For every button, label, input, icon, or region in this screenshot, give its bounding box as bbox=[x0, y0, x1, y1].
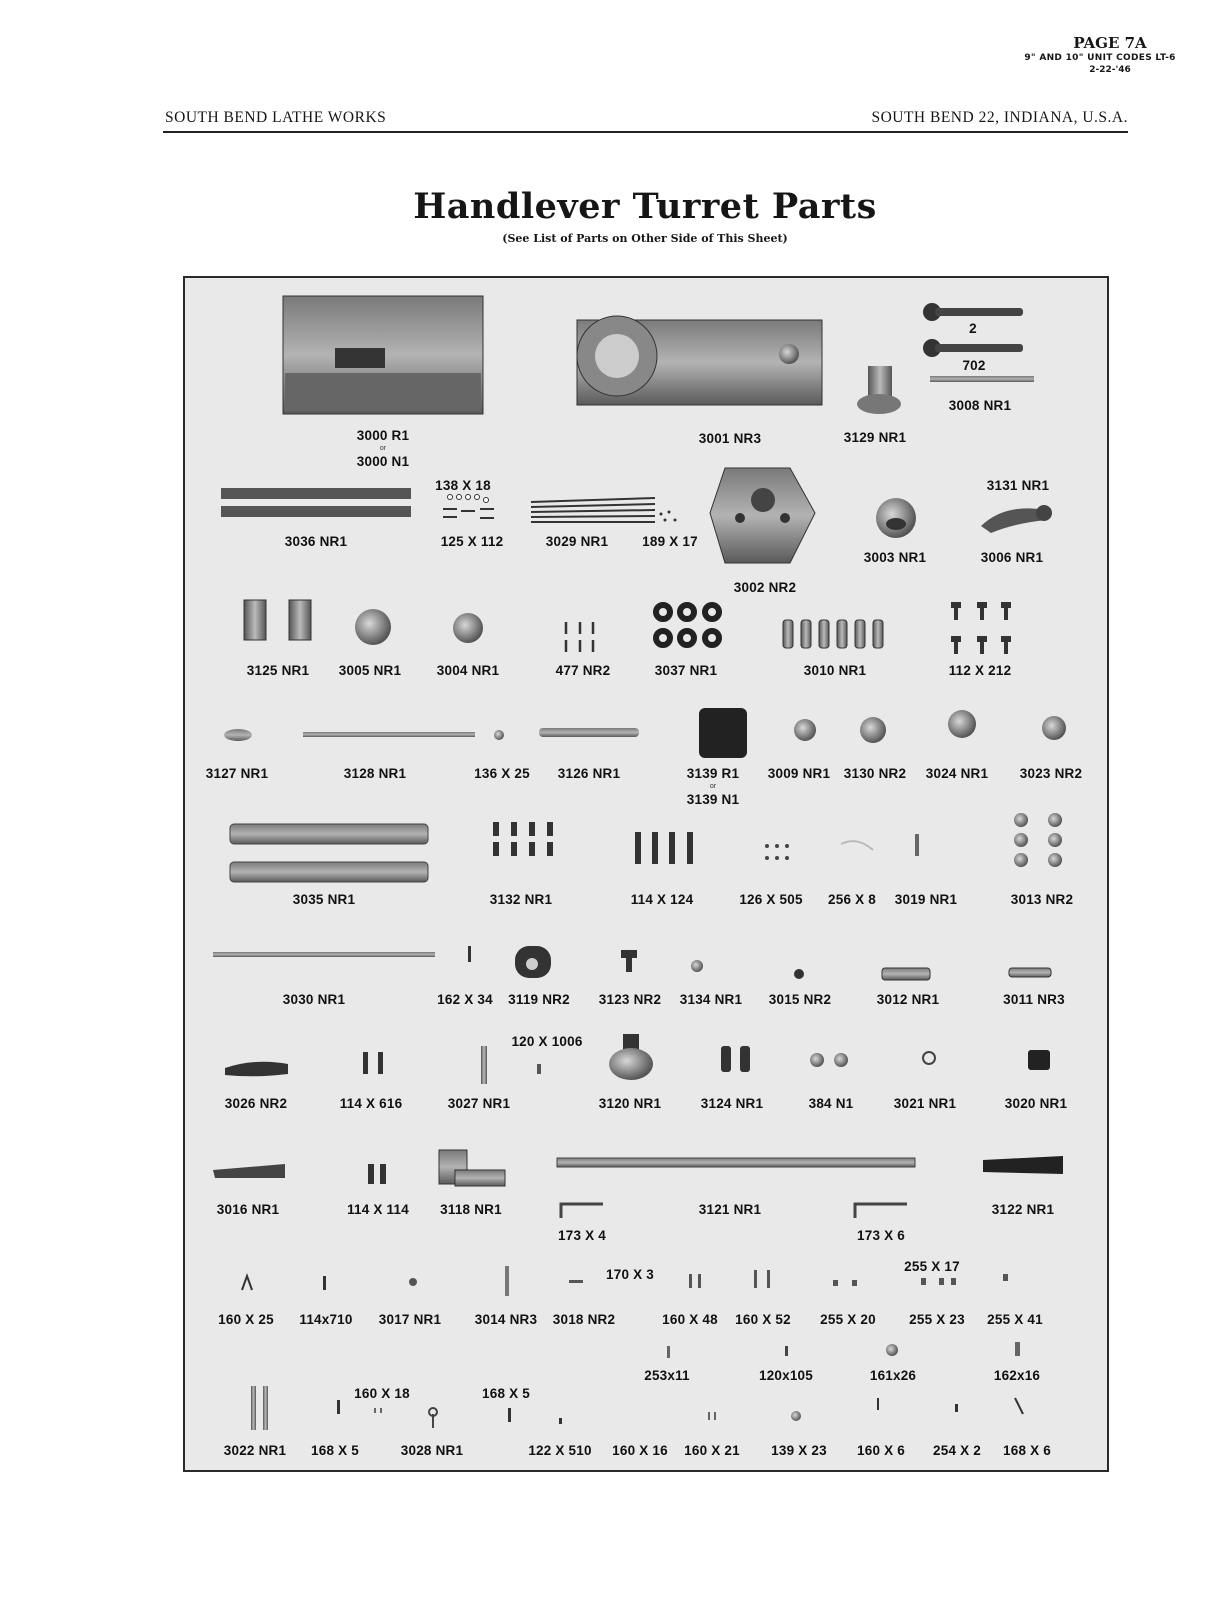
part-number-label: 3003 NR1 bbox=[863, 550, 927, 565]
part-number-label: 3019 NR1 bbox=[894, 892, 958, 907]
part-3024-gear bbox=[948, 710, 976, 738]
part-number-label: 3017 NR1 bbox=[378, 1312, 442, 1327]
part-number-label: 160 X 52 bbox=[735, 1312, 791, 1327]
part-3126-pin bbox=[539, 728, 639, 737]
part-number-label: 114 X 114 bbox=[347, 1202, 409, 1217]
part-number-label: 3029 NR1 bbox=[545, 534, 609, 549]
part-3123-bolt bbox=[621, 950, 637, 972]
part-3006-handle bbox=[981, 505, 1052, 533]
part-number-label: 160 X 6 bbox=[857, 1443, 905, 1458]
part-3037-rings bbox=[656, 605, 719, 645]
parts-illustration bbox=[185, 278, 1107, 1470]
part-255x20-screws bbox=[833, 1280, 857, 1286]
part-number-label: 168 X 5 bbox=[482, 1386, 530, 1401]
company-name: SOUTH BEND LATHE WORKS bbox=[165, 109, 387, 126]
part-number-or: or bbox=[709, 783, 717, 790]
part-number-label: 702 bbox=[962, 358, 986, 373]
part-number-label: 112 X 212 bbox=[948, 663, 1012, 678]
part-162x16-spring bbox=[1015, 1342, 1020, 1356]
part-number-label: 114 X 616 bbox=[339, 1096, 403, 1111]
part-125-pins bbox=[443, 509, 494, 518]
wrench-2-icon bbox=[923, 303, 1023, 321]
part-number-label: 3026 NR2 bbox=[224, 1096, 288, 1111]
part-number-label-alternate: 3139 N1 bbox=[686, 792, 740, 807]
part-120x1006-pin bbox=[537, 1064, 541, 1074]
part-3035-plate bbox=[230, 824, 428, 844]
part-3036-strip-2 bbox=[221, 506, 411, 517]
unit-codes: 9" AND 10" UNIT CODES LT-6 bbox=[1024, 53, 1176, 63]
part-number-label: 114 X 124 bbox=[630, 892, 694, 907]
part-3008-rod bbox=[930, 376, 1034, 382]
part-254x2-pin bbox=[955, 1404, 958, 1412]
part-3121-shaft bbox=[557, 1158, 915, 1167]
part-160x21-pins bbox=[708, 1412, 716, 1420]
part-160x6-pin bbox=[877, 1398, 879, 1410]
part-number-label: 3008 NR1 bbox=[948, 398, 1012, 413]
part-168x5-pin-b bbox=[508, 1408, 511, 1422]
part-number-label: 253x11 bbox=[644, 1368, 690, 1383]
part-3005-disc bbox=[355, 609, 391, 645]
part-3122-handle bbox=[983, 1156, 1063, 1174]
part-3003-collar bbox=[876, 498, 916, 538]
part-number-label: 189 X 17 bbox=[642, 534, 698, 549]
part-3022-pins bbox=[251, 1386, 268, 1430]
part-number-label: 255 X 20 bbox=[820, 1312, 876, 1327]
part-number-label: 160 X 18 bbox=[354, 1386, 410, 1401]
part-3010-rollers bbox=[783, 620, 883, 648]
part-3036-strip bbox=[221, 488, 411, 499]
part-3127-plug bbox=[224, 729, 252, 741]
part-number-label: 255 X 23 bbox=[909, 1312, 965, 1327]
part-3001-turret-slide bbox=[577, 316, 822, 405]
part-189-bits bbox=[660, 511, 677, 522]
part-number-label: 138 X 18 bbox=[435, 478, 491, 493]
part-3026-latch bbox=[225, 1062, 288, 1077]
part-number-label: 3018 NR2 bbox=[552, 1312, 616, 1327]
part-3030-shaft bbox=[213, 952, 435, 957]
part-number-label: 3123 NR2 bbox=[598, 992, 662, 1007]
part-number-label: 168 X 6 bbox=[1003, 1443, 1051, 1458]
part-number-label: 3036 NR1 bbox=[284, 534, 348, 549]
part-3139-block bbox=[699, 708, 747, 758]
part-number-label: 122 X 510 bbox=[528, 1443, 592, 1458]
part-253x11-pin bbox=[667, 1346, 670, 1358]
part-3021-ring bbox=[923, 1052, 935, 1064]
part-number-label: 3124 NR1 bbox=[700, 1096, 764, 1111]
part-number-label: 161x26 bbox=[869, 1368, 917, 1383]
part-number-label: 162x16 bbox=[993, 1368, 1041, 1383]
part-number-label: 125 X 112 bbox=[440, 534, 504, 549]
part-number-label: 3009 NR1 bbox=[767, 766, 831, 781]
part-255x41-screw bbox=[1003, 1274, 1008, 1281]
part-number-label: 3023 NR2 bbox=[1019, 766, 1083, 781]
part-3019-pin bbox=[915, 834, 919, 856]
part-number-label: 3128 NR1 bbox=[343, 766, 407, 781]
part-number-label: 3119 NR2 bbox=[508, 992, 570, 1007]
part-120x105-pin bbox=[785, 1346, 788, 1356]
part-number-label: 160 X 48 bbox=[662, 1312, 718, 1327]
part-3023-gear bbox=[1042, 716, 1066, 740]
header-rule bbox=[163, 131, 1128, 133]
part-number-label: 3020 NR1 bbox=[1004, 1096, 1068, 1111]
part-number-label: 139 X 23 bbox=[771, 1443, 827, 1458]
part-114x124-screws bbox=[635, 832, 693, 864]
part-138-balls bbox=[448, 495, 489, 503]
sheet-date: 2-22-'46 bbox=[1089, 65, 1131, 75]
part-3130-collar bbox=[860, 717, 886, 743]
part-3029-rods bbox=[531, 498, 655, 522]
part-161x26-washer bbox=[886, 1344, 898, 1356]
part-number-label: 3125 NR1 bbox=[246, 663, 310, 678]
part-number-label: 120 X 1006 bbox=[511, 1034, 583, 1049]
part-number-label: 3132 NR1 bbox=[489, 892, 553, 907]
part-number-label: 3014 NR3 bbox=[474, 1312, 538, 1327]
part-number-label: 3015 NR2 bbox=[768, 992, 832, 1007]
part-3013-nuts bbox=[1014, 813, 1062, 867]
part-number-label: 3022 NR1 bbox=[223, 1443, 287, 1458]
part-256-spring bbox=[841, 841, 873, 850]
part-number-label: 173 X 6 bbox=[857, 1228, 905, 1243]
part-number-label: 2 bbox=[969, 321, 977, 336]
part-number-label: 126 X 505 bbox=[739, 892, 803, 907]
part-3014-spring bbox=[505, 1266, 509, 1296]
part-number-label: 255 X 17 bbox=[904, 1259, 960, 1274]
part-number-label: 3028 NR1 bbox=[400, 1443, 464, 1458]
part-114x114-screws bbox=[368, 1164, 386, 1184]
part-3028-pin bbox=[429, 1408, 437, 1428]
part-number-label: 3016 NR1 bbox=[216, 1202, 280, 1217]
part-384-washers bbox=[810, 1053, 848, 1067]
part-3000-bed-block bbox=[283, 296, 483, 414]
part-number-label: 3120 NR1 bbox=[598, 1096, 662, 1111]
part-number-label: 160 X 21 bbox=[684, 1443, 740, 1458]
part-number-label: 3129 NR1 bbox=[843, 430, 907, 445]
part-number-label: 3030 NR1 bbox=[282, 992, 346, 1007]
part-number-label: 114x710 bbox=[299, 1312, 353, 1327]
part-162-pin bbox=[468, 946, 471, 962]
part-3015-nut bbox=[794, 969, 804, 979]
part-3016-latch bbox=[213, 1164, 285, 1178]
part-3134-ball bbox=[691, 960, 703, 972]
part-number-label: 3012 NR1 bbox=[876, 992, 940, 1007]
part-number-label: 3035 NR1 bbox=[292, 892, 356, 907]
part-160x25-pin bbox=[242, 1276, 252, 1290]
part-number-or: or bbox=[379, 445, 387, 452]
part-number-label: 3127 NR1 bbox=[205, 766, 269, 781]
part-number-label: 3121 NR1 bbox=[698, 1202, 762, 1217]
part-477-pins bbox=[566, 622, 593, 652]
part-126-bits bbox=[765, 844, 789, 860]
part-number-label-primary: 3000 R1 bbox=[356, 428, 410, 443]
part-number-label: 160 X 25 bbox=[218, 1312, 274, 1327]
part-3124-studs bbox=[721, 1046, 750, 1072]
part-136-ball bbox=[494, 730, 504, 740]
part-number-label: 3037 NR1 bbox=[654, 663, 718, 678]
part-3018-pin bbox=[569, 1280, 583, 1283]
part-160x18-pins bbox=[374, 1408, 382, 1413]
part-3012-bushing bbox=[882, 968, 930, 980]
part-114x616-screws bbox=[363, 1052, 383, 1074]
parts-photo-panel bbox=[183, 276, 1109, 1472]
part-3009-washer bbox=[794, 719, 816, 741]
part-number-label: 3001 NR3 bbox=[698, 431, 762, 446]
part-160x48-pins bbox=[689, 1274, 701, 1288]
part-160x52-pins bbox=[754, 1270, 770, 1288]
part-122x510-pin bbox=[559, 1418, 562, 1424]
part-number-label: 3010 NR1 bbox=[803, 663, 867, 678]
part-number-label: 384 N1 bbox=[808, 1096, 854, 1111]
part-number-label: 477 NR2 bbox=[555, 663, 611, 678]
part-3004-disc bbox=[453, 613, 483, 643]
part-173x6-key bbox=[855, 1204, 907, 1218]
part-3129-stud bbox=[857, 366, 901, 414]
part-number-label: 3131 NR1 bbox=[986, 478, 1050, 493]
part-number-label: 3002 NR2 bbox=[733, 580, 797, 595]
part-number-label: 3134 NR1 bbox=[679, 992, 743, 1007]
page-number: PAGE 7A bbox=[1073, 34, 1147, 52]
part-255x23-screws bbox=[921, 1278, 956, 1285]
part-3002-turret-head bbox=[710, 468, 815, 563]
part-number-label: 173 X 4 bbox=[558, 1228, 606, 1243]
part-168x6-pin bbox=[1015, 1398, 1023, 1414]
part-3125-blocks bbox=[244, 600, 311, 640]
part-number-label: 162 X 34 bbox=[437, 992, 493, 1007]
part-number-label: 255 X 41 bbox=[987, 1312, 1043, 1327]
part-3119-block bbox=[515, 946, 551, 978]
part-number-label: 136 X 25 bbox=[474, 766, 530, 781]
page-subtitle: (See List of Parts on Other Side of This Sheet) bbox=[502, 232, 788, 245]
part-number-label: 3122 NR1 bbox=[991, 1202, 1055, 1217]
part-number-label: 3118 NR1 bbox=[440, 1202, 502, 1217]
part-number-label-alternate: 3000 N1 bbox=[356, 454, 410, 469]
part-number-label: 160 X 16 bbox=[612, 1443, 668, 1458]
part-3017-ball bbox=[409, 1278, 417, 1286]
wrench-702-icon bbox=[923, 339, 1023, 357]
part-number-label-primary: 3139 R1 bbox=[686, 766, 740, 781]
part-number-label: 3004 NR1 bbox=[436, 663, 500, 678]
part-number-label: 120x105 bbox=[759, 1368, 813, 1383]
part-173x4-key bbox=[561, 1204, 603, 1218]
part-number-label: 3027 NR1 bbox=[447, 1096, 511, 1111]
part-number-label: 3011 NR3 bbox=[1003, 992, 1065, 1007]
part-3132-screws bbox=[493, 822, 553, 856]
part-3118-bracket bbox=[439, 1150, 505, 1186]
part-139x23-ball bbox=[791, 1411, 801, 1421]
part-3027-pin bbox=[481, 1046, 487, 1084]
part-3035-plate-2 bbox=[230, 862, 428, 882]
part-number-label: 3005 NR1 bbox=[338, 663, 402, 678]
company-location: SOUTH BEND 22, INDIANA, U.S.A. bbox=[871, 109, 1128, 126]
part-number-label: 254 X 2 bbox=[933, 1443, 981, 1458]
part-114x710-screw bbox=[323, 1276, 326, 1290]
part-number-label: 3006 NR1 bbox=[980, 550, 1044, 565]
part-168x5-pin bbox=[337, 1400, 340, 1414]
part-3120-knob bbox=[609, 1034, 653, 1080]
part-number-label: 168 X 5 bbox=[311, 1443, 359, 1458]
part-number-label: 3130 NR2 bbox=[843, 766, 907, 781]
part-3011-pin bbox=[1009, 968, 1051, 977]
part-number-label: 3126 NR1 bbox=[557, 766, 621, 781]
part-number-label: 170 X 3 bbox=[606, 1267, 654, 1282]
part-3020-block bbox=[1028, 1050, 1050, 1070]
part-112-screws bbox=[951, 602, 1011, 654]
page-title: Handlever Turret Parts bbox=[413, 186, 877, 227]
part-number-label: 3021 NR1 bbox=[893, 1096, 957, 1111]
part-3128-shaft bbox=[303, 732, 475, 737]
part-number-label: 3024 NR1 bbox=[925, 766, 989, 781]
part-number-label: 3013 NR2 bbox=[1010, 892, 1074, 907]
part-number-label: 256 X 8 bbox=[828, 892, 876, 907]
